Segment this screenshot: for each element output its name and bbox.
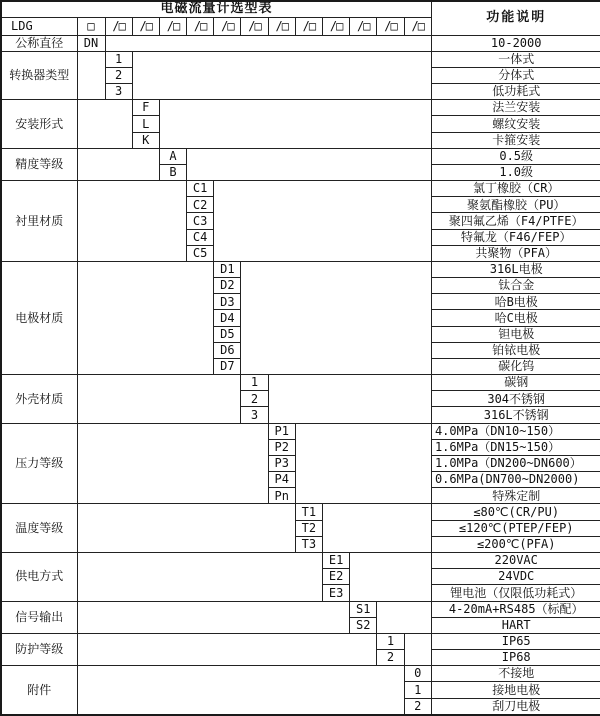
- option-code: 0: [404, 666, 431, 682]
- option-description: 分体式: [431, 67, 600, 83]
- spacer-cell: [77, 51, 105, 100]
- spacer-cell: [77, 666, 404, 715]
- option-description: IP68: [431, 650, 600, 666]
- option-description: 220VAC: [431, 553, 600, 569]
- group-label: 电极材质: [1, 261, 77, 374]
- option-code: 1: [377, 633, 404, 649]
- group-row: [1, 423, 600, 439]
- group-label: 供电方式: [1, 553, 77, 602]
- group-label: 防护等级: [1, 633, 77, 665]
- option-code: Pn: [268, 488, 295, 504]
- group-row: [1, 100, 600, 116]
- option-code: E1: [323, 553, 350, 569]
- spacer-cell: [214, 181, 432, 262]
- option-code: 1: [241, 375, 268, 391]
- group-label: 附件: [1, 666, 77, 715]
- model-slot-3: /□: [159, 17, 186, 35]
- page-title: 电磁流量计选型表: [1, 1, 431, 17]
- spacer-cell: [105, 35, 431, 51]
- model-slot-1: /□: [105, 17, 132, 35]
- option-code: T2: [295, 520, 322, 536]
- model-prefix: LDG: [1, 17, 77, 35]
- group-label: 精度等级: [1, 148, 77, 180]
- option-description: HART: [431, 617, 600, 633]
- option-code: D5: [214, 326, 241, 342]
- option-description: 聚四氟乙烯（F4/PTFE）: [431, 213, 600, 229]
- spacer-cell: [241, 261, 432, 374]
- option-code: D3: [214, 294, 241, 310]
- option-description: 10-2000: [431, 35, 600, 51]
- model-slot-9: /□: [323, 17, 350, 35]
- spacer-cell: [323, 504, 432, 553]
- option-code: B: [159, 164, 186, 180]
- option-code: K: [132, 132, 159, 148]
- group-row: [1, 375, 600, 391]
- spacer-cell: [77, 553, 323, 602]
- group-row: [1, 666, 600, 682]
- option-description: 1.6MPa（DN15~150）: [431, 439, 600, 455]
- option-code: S1: [350, 601, 377, 617]
- group-label: 公称直径: [1, 35, 77, 51]
- spacer-cell: [77, 423, 268, 504]
- option-code: A: [159, 148, 186, 164]
- option-code: C3: [187, 213, 214, 229]
- option-description: 碳钢: [431, 375, 600, 391]
- group-label: 外壳材质: [1, 375, 77, 424]
- spacer-cell: [77, 148, 159, 180]
- spacer-cell: [404, 633, 431, 665]
- option-code: 2: [377, 650, 404, 666]
- option-description: 24VDC: [431, 569, 600, 585]
- option-code: 2: [105, 67, 132, 83]
- option-description: 铂铱电极: [431, 342, 600, 358]
- option-code: D4: [214, 310, 241, 326]
- group-label: 转换器类型: [1, 51, 77, 100]
- option-code: P4: [268, 472, 295, 488]
- option-description: 刮刀电极: [431, 698, 600, 715]
- spacer-cell: [187, 148, 432, 180]
- spacer-cell: [295, 423, 431, 504]
- spacer-cell: [77, 261, 214, 374]
- spacer-cell: [77, 633, 377, 665]
- option-description: 316L不锈钢: [431, 407, 600, 423]
- model-slot-4: /□: [187, 17, 214, 35]
- group-label: 压力等级: [1, 423, 77, 504]
- spacer-cell: [132, 51, 431, 100]
- group-row: [1, 633, 600, 649]
- option-description: 不接地: [431, 666, 600, 682]
- option-code: F: [132, 100, 159, 116]
- option-description: 特氟龙（F46/FEP）: [431, 229, 600, 245]
- option-code: C4: [187, 229, 214, 245]
- option-code: T3: [295, 536, 322, 552]
- model-slot-10: /□: [350, 17, 377, 35]
- group-label: 安装形式: [1, 100, 77, 149]
- model-slot-6: /□: [241, 17, 268, 35]
- option-description: 碳化钨: [431, 358, 600, 374]
- option-code: D6: [214, 342, 241, 358]
- option-code: 3: [105, 84, 132, 100]
- spacer-cell: [350, 553, 432, 602]
- option-code: DN: [77, 35, 105, 51]
- option-description: 4.0MPa（DN10~150）: [431, 423, 600, 439]
- model-slot-5: /□: [214, 17, 241, 35]
- option-description: 螺纹安装: [431, 116, 600, 132]
- option-code: 3: [241, 407, 268, 423]
- model-slot-2: /□: [132, 17, 159, 35]
- option-code: P2: [268, 439, 295, 455]
- model-slot-11: /□: [377, 17, 404, 35]
- option-code: D2: [214, 278, 241, 294]
- option-description: 共聚物（PFA）: [431, 245, 600, 261]
- option-code: P1: [268, 423, 295, 439]
- option-code: L: [132, 116, 159, 132]
- group-label: 温度等级: [1, 504, 77, 553]
- option-description: 钛合金: [431, 278, 600, 294]
- option-description: 哈C电极: [431, 310, 600, 326]
- group-row: [1, 601, 600, 617]
- option-description: 低功耗式: [431, 84, 600, 100]
- option-description: 钽电极: [431, 326, 600, 342]
- option-code: C2: [187, 197, 214, 213]
- group-row: [1, 181, 600, 197]
- option-description: 1.0级: [431, 164, 600, 180]
- group-label: 信号输出: [1, 601, 77, 633]
- option-description: 法兰安装: [431, 100, 600, 116]
- option-code: T1: [295, 504, 322, 520]
- option-code: 2: [241, 391, 268, 407]
- option-description: 聚氨酯橡胶（PU）: [431, 197, 600, 213]
- option-description: 316L电极: [431, 261, 600, 277]
- model-slot-7: /□: [268, 17, 295, 35]
- option-description: 1.0MPa（DN200~DN600）: [431, 455, 600, 471]
- option-code: E2: [323, 569, 350, 585]
- group-row: [1, 553, 600, 569]
- function-description-header: 功能说明: [431, 1, 600, 35]
- option-code: E3: [323, 585, 350, 601]
- option-description: 0.5级: [431, 148, 600, 164]
- option-code: 1: [404, 682, 431, 698]
- spacer-cell: [77, 100, 132, 149]
- option-description: 氯丁橡胶（CR）: [431, 181, 600, 197]
- option-code: P3: [268, 455, 295, 471]
- option-description: ≤80℃(CR/PU): [431, 504, 600, 520]
- option-description: 哈B电极: [431, 294, 600, 310]
- option-description: 一体式: [431, 51, 600, 67]
- option-code: 2: [404, 698, 431, 715]
- option-code: D7: [214, 358, 241, 374]
- spacer-cell: [77, 375, 241, 424]
- spacer-cell: [268, 375, 431, 424]
- option-code: C1: [187, 181, 214, 197]
- spacer-cell: [77, 181, 187, 262]
- option-code: 1: [105, 51, 132, 67]
- group-row: [1, 51, 600, 67]
- model-slot-8: /□: [295, 17, 322, 35]
- model-code-box: □: [77, 17, 105, 35]
- group-row: [1, 504, 600, 520]
- title-row: [1, 1, 600, 17]
- option-description: 接地电极: [431, 682, 600, 698]
- option-code: S2: [350, 617, 377, 633]
- option-description: ≤120℃(PTEP/FEP): [431, 520, 600, 536]
- option-description: IP65: [431, 633, 600, 649]
- option-description: 0.6MPa(DN700~DN2000): [431, 472, 600, 488]
- spacer-cell: [77, 504, 295, 553]
- option-code: D1: [214, 261, 241, 277]
- group-row: [1, 35, 600, 51]
- option-code: C5: [187, 245, 214, 261]
- option-description: ≤200℃(PFA): [431, 536, 600, 552]
- spacer-cell: [377, 601, 432, 633]
- group-row: [1, 261, 600, 277]
- option-description: 卡箍安装: [431, 132, 600, 148]
- group-row: [1, 148, 600, 164]
- option-description: 锂电池（仅限低功耗式）: [431, 585, 600, 601]
- option-description: 特殊定制: [431, 488, 600, 504]
- option-description: 304不锈钢: [431, 391, 600, 407]
- spacer-cell: [77, 601, 350, 633]
- model-slot-12: /□: [404, 17, 431, 35]
- option-description: 4-20mA+RS485（标配）: [431, 601, 600, 617]
- group-label: 衬里材质: [1, 181, 77, 262]
- spacer-cell: [159, 100, 431, 149]
